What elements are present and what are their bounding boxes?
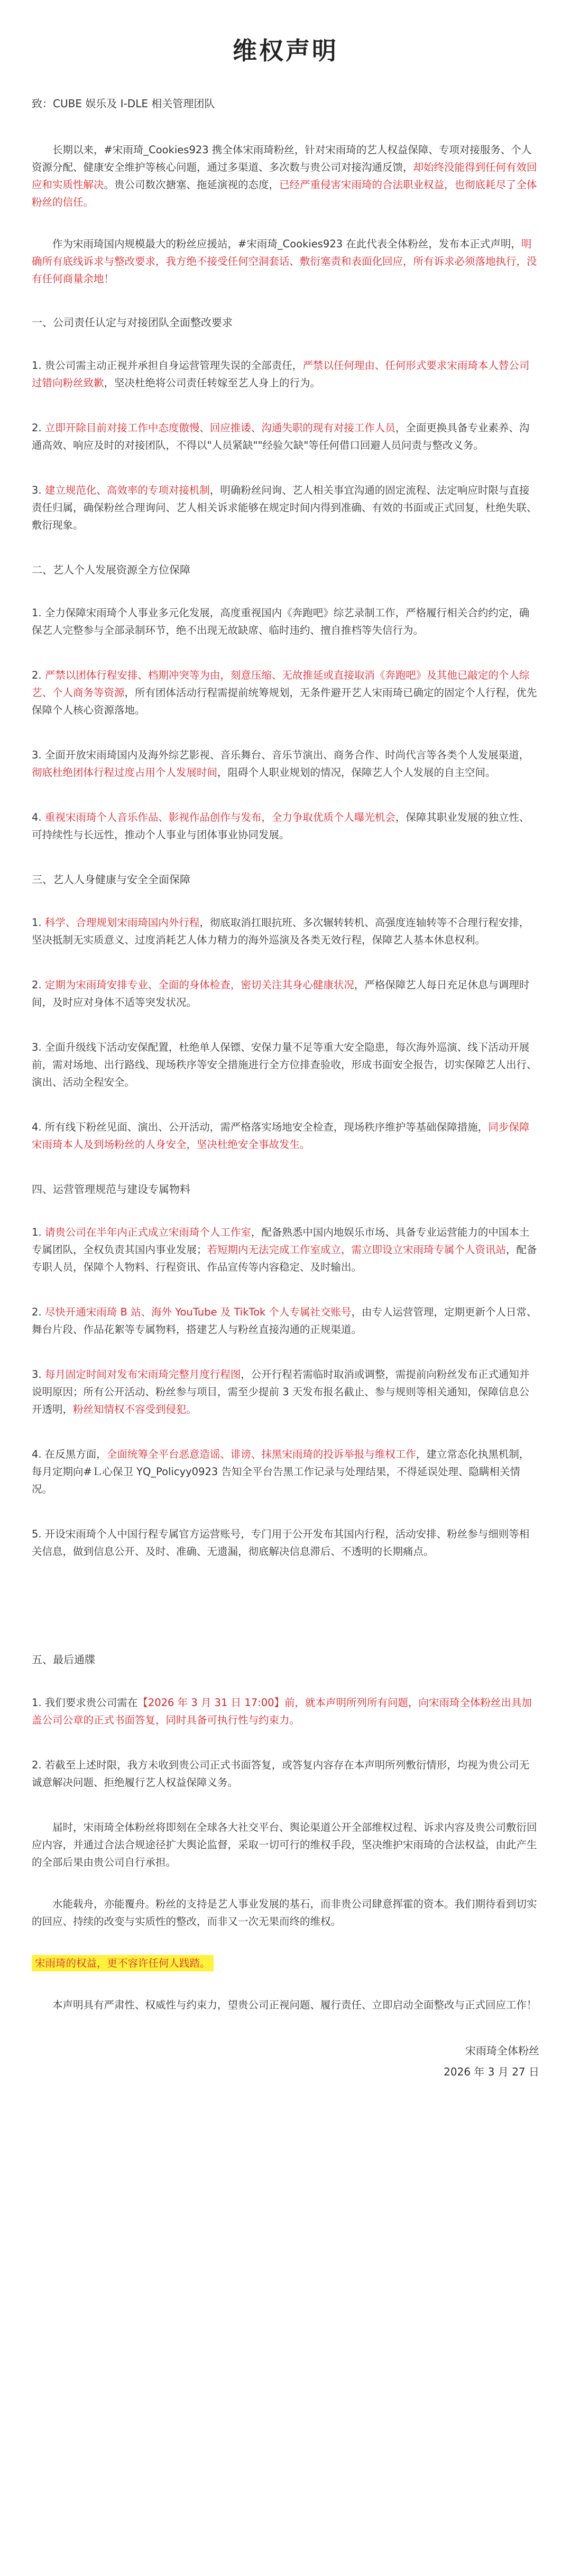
- section-heading-2: 二、艺人个人发展资源全方位保障: [32, 563, 190, 576]
- closing-paragraph-3: 本声明具有严肃性、权威性与约束力，望贵公司正视问题、履行责任、立即启动全面整改与正式回应工作！: [52, 1999, 537, 2011]
- signature-date: 2026 年 3 月 27 日: [444, 2065, 539, 2078]
- section-2-item-4: 4. 重视宋雨琦个人音乐作品、影视作品创作与发布，全力争取优质个人曝光机会，保障其职业发展的独立性、可持续性与长远性，推动个人事业与团体事业协同发展。: [32, 811, 530, 841]
- closing-paragraph-2: 水能载舟，亦能覆舟。粉丝的支持是艺人事业发展的基石，而非贵公司肆意挥霍的资本。我们期待看到切实的回应、持续的改变与实质性的整改，而非又一次无果而终的维权。: [32, 1898, 537, 1928]
- section-heading-3: 三、艺人人身健康与安全全面保障: [32, 873, 190, 886]
- section-5-item-2: 2. 若截至上述时限，我方未收到贵公司正式书面答复，或答复内容存在本声明所列敷衍情形，均视为贵公司无诚意解决问题、拒绝履行艺人权益保障义务。: [32, 1759, 530, 1789]
- section-3-item-1: 1. 科学、合理规划宋雨琦国内外行程，彻底取消扛眼抗班、多次辗转转机、高强度连轴转等不合理行程安排，坚决抵制无实质意义、过度消耗艺人体力精力的海外巡演及各类无效行程，保障艺人基本休息权利。: [32, 916, 530, 946]
- section-5-item-1: 1. 我们要求贵公司需在【2026 年 3 月 31 日 17:00】前，就本声明所列所有问题，向宋雨琦全体粉丝出具加盖公司公章的正式书面答复，同时具备可执行性与约束力。: [32, 1697, 532, 1726]
- signature-org: 宋雨琦全体粉丝: [465, 2044, 539, 2057]
- section-2-item-3: 3. 全面开放宋雨琦国内及海外综艺影视、音乐舞台、音乐节演出、商务合作、时尚代言等各类个人发展渠道，彻底杜绝团体行程过度占用个人发展时间，阻碍个人职业规划的情况，保障艺人个人发展的自主空间。: [32, 749, 530, 779]
- section-1-item-1: 1. 贵公司需主动正视并承担自身运营管理失误的全部责任，严禁以任何理由、任何形式要求宋雨琦本人替公司过错向粉丝致歉，坚决杜绝将公司责任转嫁至艺人身上的行为。: [32, 359, 530, 389]
- section-3-item-4: 4. 所有线下粉丝见面、演出、公开活动，需严格落实场地安全检查，现场秩序维护等基础保障措施，同步保障宋雨琦本人及到场粉丝的人身安全，坚决杜绝安全事故发生。: [32, 1121, 530, 1151]
- section-4-item-4: 4. 在反黑方面，全面统筹全平台恶意造谣、诽谤、抹黑宋雨琦的投诉举报与维权工作，建立常态化执黑机制，每月定期向#Ｌ心保卫 YQ_Policyy0923 告知全平台告黑工作记录与处理结果，不得延误处理、隐瞒相关情况。: [32, 1448, 530, 1495]
- addressee: 致：CUBE 娱乐及 I-DLE 相关管理团队: [32, 97, 215, 110]
- section-3-item-2: 2. 定期为宋雨琦安排专业、全面的身体检查，密切关注其身心健康状况，严格保障艺人每日充足休息与调理时间，及时应对身体不适等突发状况。: [32, 979, 530, 1008]
- section-4-item-3: 3. 每月固定时间对发布宋雨琦完整月度行程图，公开行程若需临时取消或调整，需提前向粉丝发布正式通知并说明原因；所有公开活动、粉丝参与项目，需至少提前 3 天发布报名截止、参与规则等相关通知，保障信息公开透明，粉丝知情权不容受到侵犯。: [32, 1368, 530, 1415]
- section-2-item-2: 2. 严禁以团体行程安排、档期冲突等为由，刻意压缩、无故推延或直接取消《奔跑吧》及其他已敲定的个人综艺、个人商务等资源，所有团体活动行程需提前统筹规划，无条件避开艺人宋雨琦已确定的固定个人行程，优先保障个人核心资源落地。: [32, 669, 537, 716]
- section-4-item-5: 5. 开设宋雨琦个人中国行程专属官方运营账号，专门用于公开发布其国内行程，活动安排、粉丝参与细则等相关信息，做到信息公开、及时、准确、无遗漏，彻底解决信息滞后、不透明的长期痛点。: [32, 1528, 530, 1558]
- section-4-item-2: 2. 尽快开通宋雨琦 B 站、海外 YouTube 及 TikTok 个人专属社交账号，由专人运营管理，定期更新个人日常、舞台片段、作品花絮等专属物料，搭建艺人与粉丝直接沟通的正规渠道。: [32, 1306, 537, 1336]
- closing-paragraph-1: 届时，宋雨琦全体粉丝将即刻在全球各大社交平台、舆论渠道公开全部维权过程、诉求内容及贵公司敷衍回应内容，并通过合法合规途径扩大舆论监督，采取一切可行的维权手段，坚决维护宋雨琦的合法权益，由此产生的全部后果由贵公司自行承担。: [32, 1821, 537, 1868]
- section-2-item-1: 1. 全力保障宋雨琦个人事业多元化发展，高度重视国内《奔跑吧》综艺录制工作，严格履行相关合约约定，确保艺人完整参与全部录制环节，绝不出现无故缺席、临时违约、擅自推档等失信行为。: [32, 607, 530, 636]
- section-heading-1: 一、公司责任认定与对接团队全面整改要求: [32, 316, 233, 329]
- highlight-line: 宋雨琦的权益，更不容许任何人践踏。: [32, 1954, 539, 1972]
- statement-title: 维权声明: [233, 36, 338, 65]
- section-heading-5: 五、最后通牒: [32, 1653, 95, 1666]
- section-4-item-1: 1. 请贵公司在半年内正式成立宋雨琦个人工作室，配备熟悉中国内地娱乐市场、具备专业运营能力的中国本土专属团队，全权负责其国内事业发展；若短期内无法完成工作室成立，需立即设立宋雨琦专属个人资讯站，配备专职人员，保障个人物料、行程资讯、作品宣传等内容稳定、及时输出。: [32, 1226, 537, 1273]
- section-3-item-3: 3. 全面升级线下活动安保配置，杜绝单人保镖、安保力量不足等重大安全隐患，每次海外巡演、线下活动开展前，需对场地、出行路线、现场秩序等安全措施进行全方位排查验收，形成书面安全报告，切实保障艺人出行、演出、活动全程安全。: [32, 1041, 537, 1088]
- signature-block: [32, 2040, 539, 2082]
- section-heading-4: 四、运营管理规范与建设专属物料: [32, 1183, 190, 1196]
- section-1-item-3: 3. 建立规范化、高效率的专项对接机制，明确粉丝问询、艺人相关事宜沟通的固定流程、法定响应时限与直接责任归属，确保粉丝合理询问、艺人相关诉求能够在规定时间内得到准确、有效的书面或正式回复，杜绝失联、敷衍现象。: [32, 484, 537, 531]
- intro-paragraph-1: 长期以来，#宋雨琦_Cookies923 携全体宋雨琦粉丝，针对宋雨琦的艺人权益保障、专项对接服务、个人资源分配、健康安全维护等核心问题，通过多渠道、多次数与贵公司对接沟通反馈，却始终没能得到任何有效回应和实质性解决。贵公司数次搪塞、拖延演视的态度，已经严重侵害宋雨琦的合法职业权益，也彻底耗尽了全体粉丝的信任。: [32, 144, 537, 208]
- intro-paragraph-2: 作为宋雨琦国内规模最大的粉丝应援站，#宋雨琦_Cookies923 在此代表全体粉丝，发布本正式声明，明确所有底线诉求与整改要求，我方绝不接受任何空洞套话、敷衍塞责和表面化回应，所有诉求必须落地执行，没有任何商量余地！: [32, 238, 537, 285]
- section-1-item-2: 2. 立即开除目前对接工作中态度傲慢、回应推诿、沟通失职的现有对接工作人员，全面更换具备专业素养、沟通高效、响应及时的对接团队，不得以"人员紧缺""经验欠缺"等任何借口回避人员问责与整改义务。: [32, 422, 530, 451]
